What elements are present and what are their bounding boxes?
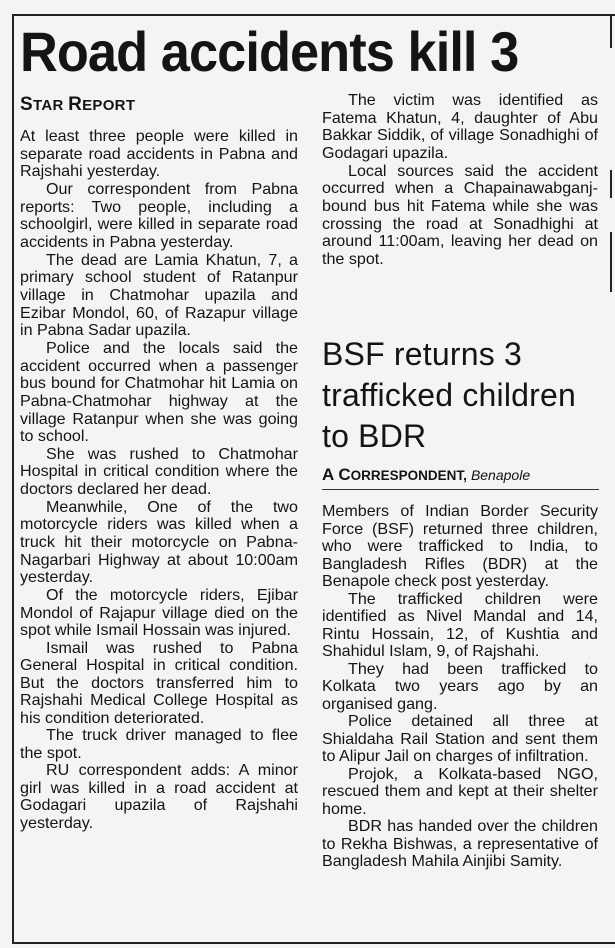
byline-initial: A C xyxy=(322,465,351,484)
bottom-border xyxy=(12,942,615,944)
top-border xyxy=(12,14,615,16)
article-paragraph: Police and the locals said the accident occurred when a passenger bus bound for Chatmohar hit Lamia on Pabna-Chatmohar highway at the village Ratanpur when she was going to school. xyxy=(20,338,298,446)
byline-initial: S xyxy=(20,94,33,115)
second-article-body xyxy=(322,503,598,871)
article-paragraph: Of the motorcycle riders, Ejibar Mondol of Rajapur village died on the spot while Ismail Hossain was injured. xyxy=(20,586,298,640)
byline-smallcaps: ORRESPONDENT, xyxy=(350,468,467,483)
article-paragraph: Ismail was rushed to Pabna General Hospital in critical condition. But the doctors transferred him to Rajshahi Medical College Hospital as his condition deteriorated. xyxy=(20,638,298,727)
article-paragraph: The dead are Lamia Khatun, 7, a primary school student of Ratanpur village in Chatmohar upazila and Ezibar Mondol, 60, of Razapur village in Pabna Sadar upazila. xyxy=(20,250,298,340)
left-border xyxy=(12,14,14,944)
article-paragraph: Meanwhile, One of the two motorcycle riders was killed when a truck hit their motorcycle on Pabna-Nagarbari Highway at about 10:00am yesterday. xyxy=(20,497,298,587)
right-border-fragment xyxy=(610,170,612,198)
byline-smallcaps: EPORT xyxy=(82,97,136,114)
right-border-fragment xyxy=(610,14,612,48)
article-paragraph: The truck driver managed to flee the spot. xyxy=(20,726,298,762)
article-paragraph: She was rushed to Chatmohar Hospital in critical condition where the doctors declared her dead. xyxy=(20,444,298,499)
byline-divider xyxy=(322,489,599,490)
article-paragraph: Police detained all three at Shialdaha Rail Station and sent them to Alipur Jail on charges of infiltration. xyxy=(322,712,598,765)
article-paragraph: Our correspondent from Pabna reports: Two people, including a schoolgirl, were killed in separate road accidents in Pabna yesterday. xyxy=(20,179,298,251)
right-border-fragment xyxy=(610,232,612,292)
second-article-byline xyxy=(322,465,530,485)
article-paragraph: Projok, a Kolkata-based NGO, rescued them and kept at their shelter home. xyxy=(322,764,598,818)
byline-smallcaps: TAR xyxy=(32,97,69,114)
article-headline: Road accidents kill 3 xyxy=(20,20,519,83)
article-paragraph: At least three people were killed in separate road accidents in Pabna and Rajshahi yesterday. xyxy=(20,127,298,181)
article-byline xyxy=(20,94,135,116)
second-article-headline: BSF returns 3 trafficked children to BDR xyxy=(322,336,577,454)
article-paragraph: The trafficked children were identified as Nivel Mandal and 14, Rintu Hossain, 12, of Kushtia and Shahidul Islam, 9, of Rajshahi. xyxy=(322,589,598,660)
article-paragraph: They had been trafficked to Kolkata two years ago by an organised gang. xyxy=(322,659,598,713)
article-column-right xyxy=(322,92,598,269)
article-column-left xyxy=(20,128,298,832)
article-paragraph: Members of Indian Border Security Force (BSF) returned three children, who were trafficked to India, to Bangladesh Rifles (BDR) at the Benapole check post yesterday. xyxy=(322,502,598,590)
article-paragraph: BDR has handed over the children to Rekha Bishwas, a representative of Bangladesh Mahila Ainjibi Samity. xyxy=(322,817,598,870)
byline-initial: R xyxy=(68,94,83,115)
article-paragraph: The victim was identified as Fatema Khatun, 4, daughter of Abu Bakkar Siddik, of village Sonadhighi of Godagari upazila. xyxy=(322,91,598,162)
article-paragraph: Local sources said the accident occurred when a Chapainawabganj-bound bus hit Fatema while she was crossing the road at Sonadhighi at around 11:00am, leaving her dead on the spot. xyxy=(322,161,598,268)
byline-place: Benapole xyxy=(470,467,531,483)
article-paragraph: RU correspondent adds: A minor girl was killed in a road accident at Godagari upazila of Rajshahi yesterday. xyxy=(20,761,298,832)
